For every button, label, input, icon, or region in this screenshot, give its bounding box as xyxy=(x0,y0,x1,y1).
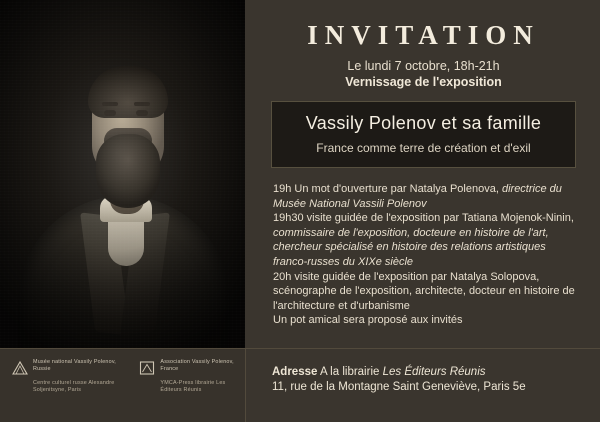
program-item-1-role: directrice du Musée National Vassili Polenov xyxy=(273,183,562,210)
program-item-1 xyxy=(273,182,576,211)
logo-item-1-name: Musée national Vassily Polenov, Russie xyxy=(33,359,117,373)
logo-item-1-sub: Centre culturel russe Alexandre Soljenitsyne, Paris xyxy=(33,379,115,394)
program-item-1-text: 19h Un mot d'ouverture par Natalya Polenova, xyxy=(273,183,502,195)
address-venue-name: Les Éditeurs Réunis xyxy=(382,366,486,378)
address-line-2: 11, rue de la Montagne Saint Geneviève, Paris 5e xyxy=(272,381,526,393)
poster-text-panel xyxy=(245,0,600,348)
logo-item-2-text xyxy=(160,359,237,395)
association-logo-icon xyxy=(139,360,155,376)
event-date: Le lundi 7 octobre, 18h-21h xyxy=(347,59,500,73)
exhibition-box xyxy=(271,101,576,168)
portrait-photo xyxy=(0,0,245,348)
exhibition-title: Vassily Polenov et sa famille xyxy=(305,113,542,133)
address-venue-prefix: A la librairie xyxy=(319,366,383,378)
logo-item-1-text xyxy=(33,359,127,395)
address-line-1 xyxy=(272,365,580,380)
logo-item-2-sub: YMCA-Press librairie Les Éditeurs Réunis xyxy=(160,379,226,394)
logo-item-2 xyxy=(139,359,237,422)
photo-grain xyxy=(0,0,245,348)
partner-logos xyxy=(0,349,245,422)
program-item-2 xyxy=(273,211,576,269)
museum-logo-icon xyxy=(12,360,28,376)
poster-footer xyxy=(0,348,600,422)
program-item-2-role: commissaire de l'exposition, docteure en histoire de l'art, chercheur spécialisé en histoire des relations artistiques franco-russes du XIXe siècle xyxy=(273,226,549,268)
program-item-3-text: 20h visite guidée de l'exposition par Natalya Solopova, scénographe de l'exposition, architecte, docteur en histoire de l'architecture et d'urbanisme xyxy=(273,270,575,312)
program-item-4 xyxy=(273,313,576,328)
program-item-3 xyxy=(273,270,576,314)
address-label: Adresse xyxy=(272,366,318,378)
logo-item-2-name: Association Vassily Polenov, France xyxy=(160,359,234,373)
page-title: INVITATION xyxy=(307,20,540,50)
event-subtitle: Vernissage de l'exposition xyxy=(345,75,502,89)
program-list xyxy=(271,182,576,328)
exhibition-subtitle: France comme terre de création et d'exil xyxy=(316,141,531,155)
program-item-2-text: 19h30 visite guidée de l'exposition par Tatiana Mojenok-Ninin, xyxy=(273,212,574,225)
logo-item-1 xyxy=(12,359,127,422)
program-item-4-text: Un pot amical sera proposé aux invités xyxy=(273,314,463,327)
address-block xyxy=(245,349,600,422)
